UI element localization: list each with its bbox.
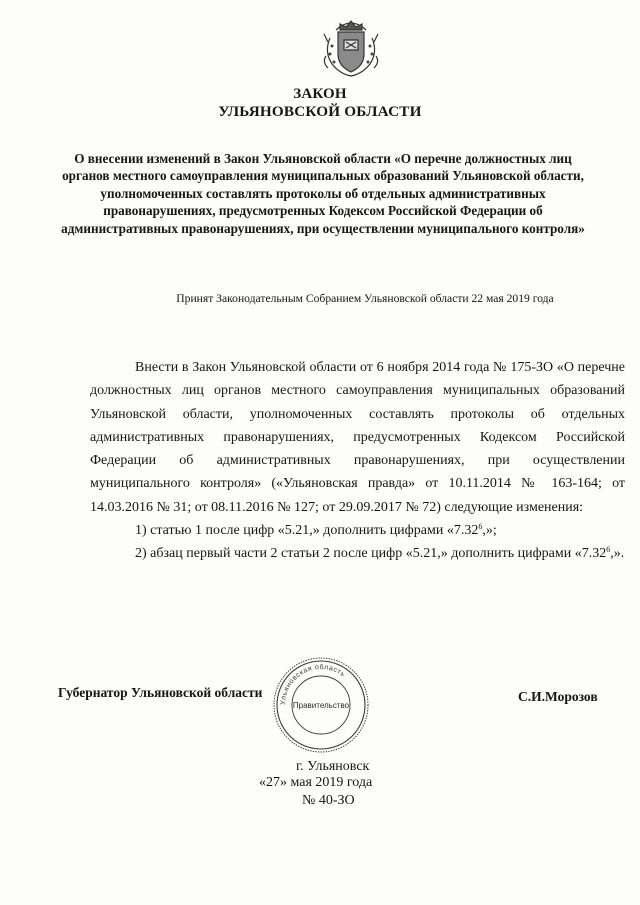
official-seal-stamp-icon — [271, 655, 371, 755]
amendment-item-2-superscript: 6 — [606, 545, 611, 555]
signing-date: «27» мая 2019 года — [259, 775, 373, 790]
amendment-item-1-superscript: 6 — [478, 522, 483, 532]
amendment-item-1-text: 1) статью 1 после цифр «5.21,» дополнить цифрами «7.32 — [135, 523, 479, 539]
signatory-title: Губернатор Ульяновской области — [58, 685, 263, 700]
seal-center-text: Правительство — [292, 701, 350, 710]
signatory-name: С.И.Морозов — [518, 689, 598, 704]
law-title-line-1: ЗАКОН — [293, 86, 347, 102]
law-body — [90, 356, 625, 566]
amendment-item-1 — [90, 519, 625, 542]
seal-outer-text: Ульяновская область — [279, 663, 347, 706]
law-number: № 40-ЗО — [302, 793, 355, 808]
adoption-note: Принят Законодательным Собранием Ульяновской области 22 мая 2019 года — [176, 292, 554, 305]
law-subject-heading: О внесении изменений в Закон Ульяновской области «О перечне должностных лиц органов местного самоуправления муниципальных образований Ульяновской области, уполномоченных составлять протоколы об отдельных административных правонарушениях, предусмотренных Кодексом Российской Федерации об административных правонарушениях, при осуществлении муниципального контроля» — [61, 151, 585, 236]
city: г. Ульяновск — [296, 759, 370, 774]
amendment-item-2 — [90, 542, 625, 565]
intro-paragraph: Внести в Закон Ульяновской области от 6 ноября 2014 года № 175-ЗО «О перечне должностных лиц органов местного самоуправления муниципальных образований Ульяновской области, уполномоченных составлять протоколы об отдельных административных правонарушениях, предусмотренных Кодексом Российской Федерации об административных правонарушениях, при осуществлении муниципального контроля» («Ульяновская правда» от 10.11.2014 № 163-164; от 14.03.2016 № 31; от 08.11.2016 № 127; от 29.09.2017 № 72) следующие изменения: — [90, 360, 625, 515]
law-title-line-2: УЛЬЯНОВСКОЙ ОБЛАСТИ — [218, 103, 422, 120]
amendment-item-2-text: 2) абзац первый части 2 статьи 2 после цифр «5.21,» дополнить цифрами «7.32 — [135, 546, 607, 562]
amendment-item-2-end: ,». — [610, 546, 625, 562]
amendment-item-1-end: ,»; — [482, 523, 497, 539]
coat-of-arms-icon — [316, 12, 386, 82]
